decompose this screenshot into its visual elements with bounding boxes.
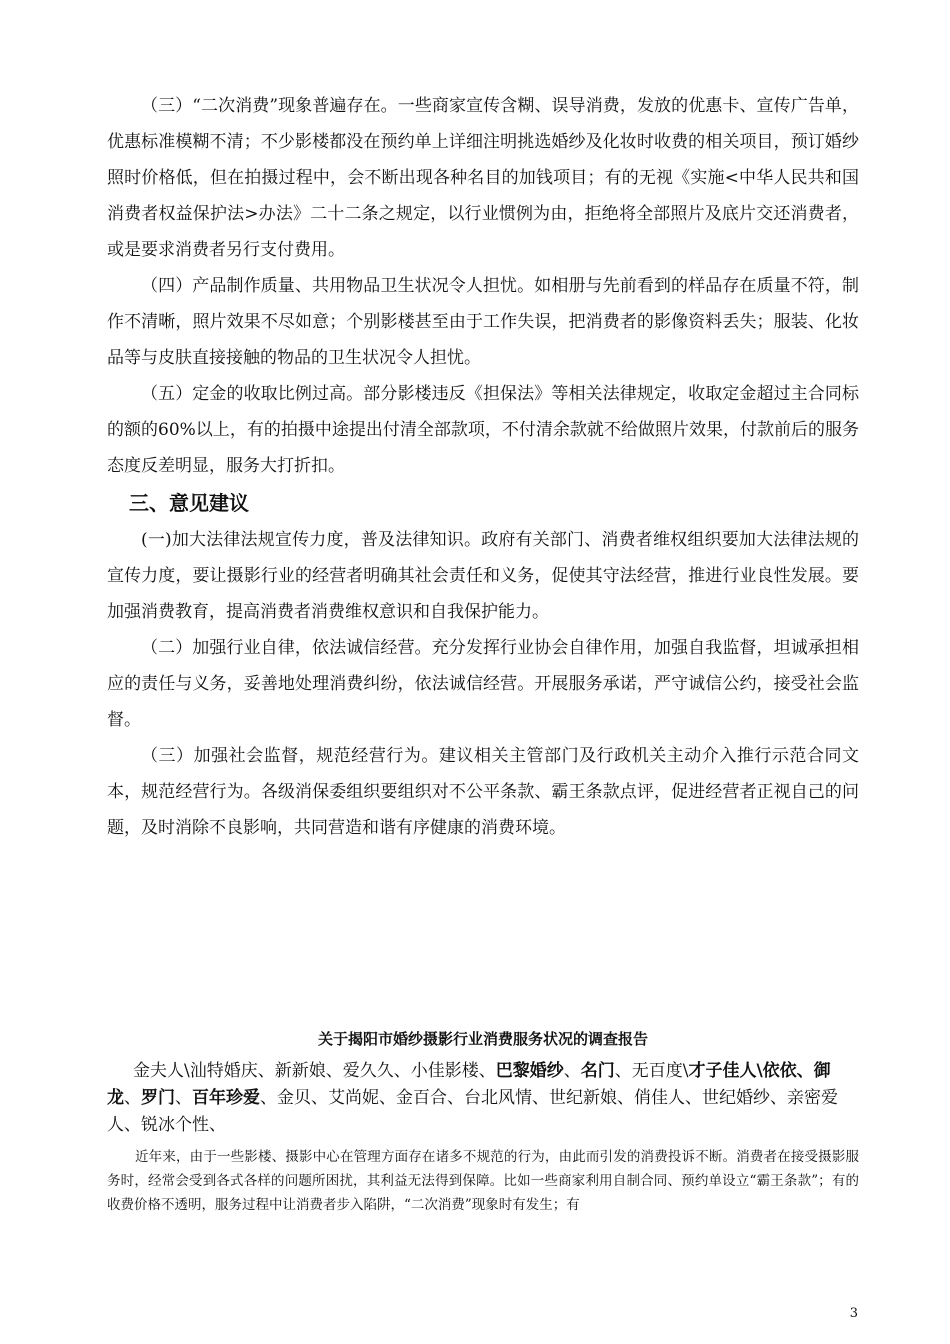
paragraph-section2-item3: （三）“二次消费”现象普遍存在。一些商家宣传含糊、误导消费，发放的优惠卡、宣传广告单，优惠标准模糊不清；不少影楼都没在预约单上详细注明挑选婚纱及化妆时收费的相关项目，预订婚纱照时价格低，但在拍摄过程中，会不断出现各种名目的加钱项目；有的无视《实施<中华人民共和国消费者权益保护法>办法》二十二条之规定，以行业惯例为由，拒绝将全部照片及底片交还消费者，或是要求消费者另行支付费用。 bbox=[107, 96, 859, 260]
brand-bold: 罗门 bbox=[141, 1088, 175, 1108]
brand-list bbox=[107, 1058, 859, 1139]
report-title: 关于揭阳市婚纱摄影行业消费服务状况的调查报告 bbox=[317, 1030, 648, 1048]
brand-list-text: 、 bbox=[563, 1061, 581, 1081]
paragraph-section2-item4: （四）产品制作质量、共用物品卫生状况令人担忧。如相册与先前看到的样品存在质量不符，制作不清晰，照片效果不尽如意；个别影楼甚至由于工作失误，把消费者的影像资料丢失；服装、化妆品等与皮肤直接接触的物品的卫生状况令人担忧。 bbox=[107, 276, 859, 368]
section3-heading: 三、意见建议 bbox=[129, 491, 249, 515]
brand-bold: 巴黎婚纱 bbox=[495, 1061, 564, 1081]
paragraph-section3-item2: （二）加强行业自律，依法诚信经营。充分发挥行业协会自律作用，加强自我监督，坦诚承担相应的责任与义务，妥善地处理消费纠纷，依法诚信经营。开展服务承诺，严守诚信公约，接受社会监督。 bbox=[107, 638, 859, 730]
intro-paragraph: 近年来，由于一些影楼、摄影中心在管理方面存在诸多不规范的行为，由此而引发的消费投诉不断。消费者在接受摄影服务时，经常会受到各式各样的问题所困扰，其利益无法得到保障。比如一些商家利用自制合同、预约单设立“霸王条款”；有的收费价格不透明，服务过程中让消费者步入陷阱，“二次消费”现象时有发生；有 bbox=[107, 1149, 859, 1213]
page-number: 3 bbox=[849, 1306, 858, 1321]
brand-list-text: 、金贝、艾尚妮、金百合、台北风情、世纪新娘、俏佳人、世纪婚纱、亲密爱人、锐冰个性、 bbox=[107, 1088, 838, 1135]
blank-space bbox=[107, 846, 859, 1022]
paragraph-section3-item3: （三）加强社会监督，规范经营行为。建议相关主管部门及行政机关主动介入推行示范合同文本，规范经营行为。各级消保委组织要组织对不公平条款、霸王条款点评，促进经营者正视自己的问题，及时消除不良影响，共同营造和谐有序健康的消费环境。 bbox=[107, 746, 859, 838]
brand-bold: 才子佳人\依依、御龙 bbox=[107, 1061, 831, 1108]
paragraph-section3-item1: (一)加大法律法规宣传力度，普及法律知识。政府有关部门、消费者维权组织要加大法律法规的宣传力度，要让摄影行业的经营者明确其社会责任和义务，促使其守法经营，推进行业良性发展。要加强消费教育，提高消费者消费维权意识和自我保护能力。 bbox=[107, 530, 859, 622]
page-content bbox=[107, 88, 859, 1217]
brand-bold: 百年珍爱 bbox=[192, 1088, 260, 1108]
brand-bold: 名门 bbox=[580, 1061, 615, 1081]
brand-list-text: 、无百度\ bbox=[614, 1061, 689, 1081]
brand-list-text: 金夫人\汕特婚庆、新新娘、爱久久、小佳影楼、 bbox=[133, 1061, 496, 1081]
brand-list-text: 、 bbox=[124, 1088, 141, 1108]
brand-list-text: 、 bbox=[175, 1088, 192, 1108]
paragraph-section2-item5: （五）定金的收取比例过高。部分影楼违反《担保法》等相关法律规定，收取定金超过主合同标的额的60%以上，有的拍摄中途提出付清全部款项，不付清余款就不给做照片效果，付款前后的服务态度反差明显，服务大打折扣。 bbox=[107, 384, 859, 476]
